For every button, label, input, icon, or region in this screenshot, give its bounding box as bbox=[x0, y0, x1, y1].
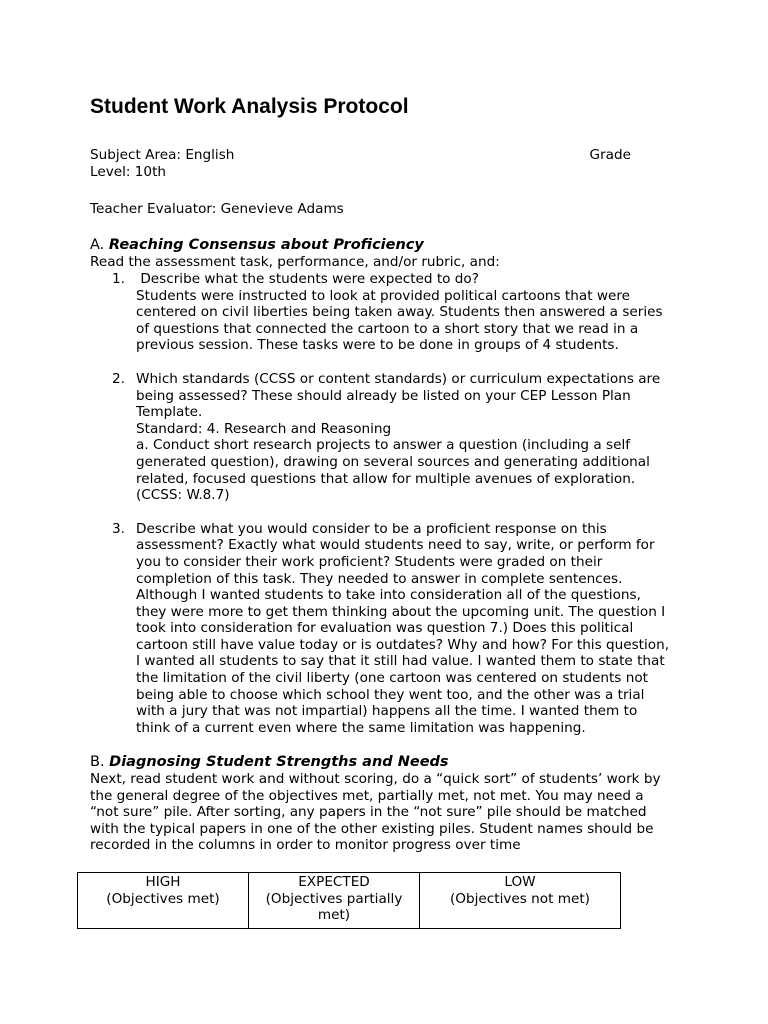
table-row bbox=[78, 873, 621, 929]
text-line: Students were instructed to look at provided political cartoons that were bbox=[136, 287, 630, 304]
text-line: Although I wanted students to take into consideration all of the questions, bbox=[136, 587, 641, 604]
item-number: 3. bbox=[112, 520, 125, 537]
subject-area-block bbox=[90, 147, 650, 180]
text-line: completion of this task. They needed to answer in complete sentences. bbox=[136, 570, 623, 587]
text-line: (CCSS: W.8.7) bbox=[136, 487, 230, 504]
sort-table bbox=[77, 872, 621, 929]
text-line: took into consideration for evaluation was question 7.) Does this political bbox=[136, 620, 634, 637]
section-b-letter: B. bbox=[90, 754, 105, 770]
text-line: related, focused questions that allow for multiple avenues of exploration. bbox=[136, 470, 636, 487]
section-a-intro: Read the assessment task, performance, and/or rubric, and: bbox=[90, 254, 500, 270]
section-b-title: Diagnosing Student Strengths and Needs bbox=[109, 754, 449, 770]
text-line: of questions that connected the cartoon to a short story that we read in a bbox=[136, 320, 639, 337]
text-line: Standard: 4. Research and Reasoning bbox=[136, 420, 392, 437]
text-line: generated question), drawing on several sources and generating additional bbox=[136, 453, 650, 470]
column-sublabel: (Objectives partially met) bbox=[265, 890, 403, 924]
text-line: “not sure” pile. After sorting, any papers in the “not sure” pile should be matched bbox=[90, 804, 647, 821]
list-item bbox=[90, 521, 680, 737]
text-line: cartoon still have value today or is outdates? Why and how? For this question, bbox=[136, 636, 670, 653]
list-item bbox=[90, 271, 680, 354]
text-line: a. Conduct short research projects to answer a question (including a self bbox=[136, 437, 631, 454]
text-line: being able to choose which school they went too, and the other was a trial bbox=[136, 686, 645, 703]
section-a-title: Reaching Consensus about Proficiency bbox=[108, 237, 424, 253]
column-sublabel: (Objectives met) bbox=[106, 890, 220, 907]
section-b-text bbox=[90, 771, 680, 854]
text-line: Next, read student work and without scoring, do a “quick sort” of students’ work by bbox=[90, 771, 661, 787]
section-a-list bbox=[90, 271, 680, 736]
section-b-heading bbox=[90, 753, 449, 771]
list-item bbox=[90, 371, 680, 504]
text-line: with the typical papers in one of the other existing piles. Student names should be bbox=[90, 820, 654, 837]
low-column-header bbox=[420, 873, 621, 929]
column-label: EXPECTED bbox=[298, 874, 370, 890]
section-a-heading bbox=[90, 236, 424, 254]
item-text bbox=[136, 371, 680, 504]
subject-area-text: Subject Area: English bbox=[90, 147, 235, 163]
expected-column-header bbox=[249, 873, 420, 929]
text-line: think of a current even where the same limitation was happening. bbox=[136, 719, 586, 736]
text-line: with a jury that was not impartial) happens all the time. I wanted them to bbox=[136, 703, 638, 720]
text-line: Describe what you would consider to be a proficient response on this bbox=[136, 520, 607, 537]
text-line: recorded in the columns in order to monitor progress over time bbox=[90, 837, 521, 854]
text-line: I wanted all students to say that it still had value. I wanted them to state that bbox=[136, 653, 665, 670]
grade-label: Grade bbox=[589, 147, 631, 163]
item-number: 1. bbox=[112, 271, 125, 287]
text-line: they were more to get them thinking about the upcoming unit. The question I bbox=[136, 603, 666, 620]
item-text bbox=[136, 521, 680, 737]
text-line: previous session. These tasks were to be done in groups of 4 students. bbox=[136, 337, 619, 354]
level-text: Level: 10th bbox=[90, 163, 167, 180]
section-a-letter: A. bbox=[90, 237, 105, 253]
text-line: being assessed? These should already be listed on your CEP Lesson Plan bbox=[136, 387, 631, 404]
column-label: HIGH bbox=[145, 874, 181, 890]
text-line: Template. bbox=[136, 404, 203, 421]
item-text bbox=[136, 271, 680, 354]
teacher-evaluator: Teacher Evaluator: Genevieve Adams bbox=[90, 201, 344, 217]
item-number: 2. bbox=[112, 370, 125, 387]
text-line: the general degree of the objectives met, partially met, not met. You may need a bbox=[90, 787, 644, 804]
text-line: Which standards (CCSS or content standards) or curriculum expectations are bbox=[136, 370, 661, 387]
column-label: LOW bbox=[504, 874, 536, 890]
text-line: the limitation of the civil liberty (one cartoon was centered on students not bbox=[136, 670, 648, 687]
text-line: centered on civil liberties being taken away. Students then answered a series bbox=[136, 304, 663, 321]
high-column-header bbox=[78, 873, 249, 929]
text-line: assessment? Exactly what would students need to say, write, or perform for bbox=[136, 537, 655, 554]
column-sublabel: (Objectives not met) bbox=[450, 890, 590, 907]
text-line: Describe what the students were expected to do? bbox=[136, 271, 479, 287]
page-title: Student Work Analysis Protocol bbox=[90, 95, 409, 118]
text-line: you to consider their work proficient? Students were graded on their bbox=[136, 553, 603, 570]
